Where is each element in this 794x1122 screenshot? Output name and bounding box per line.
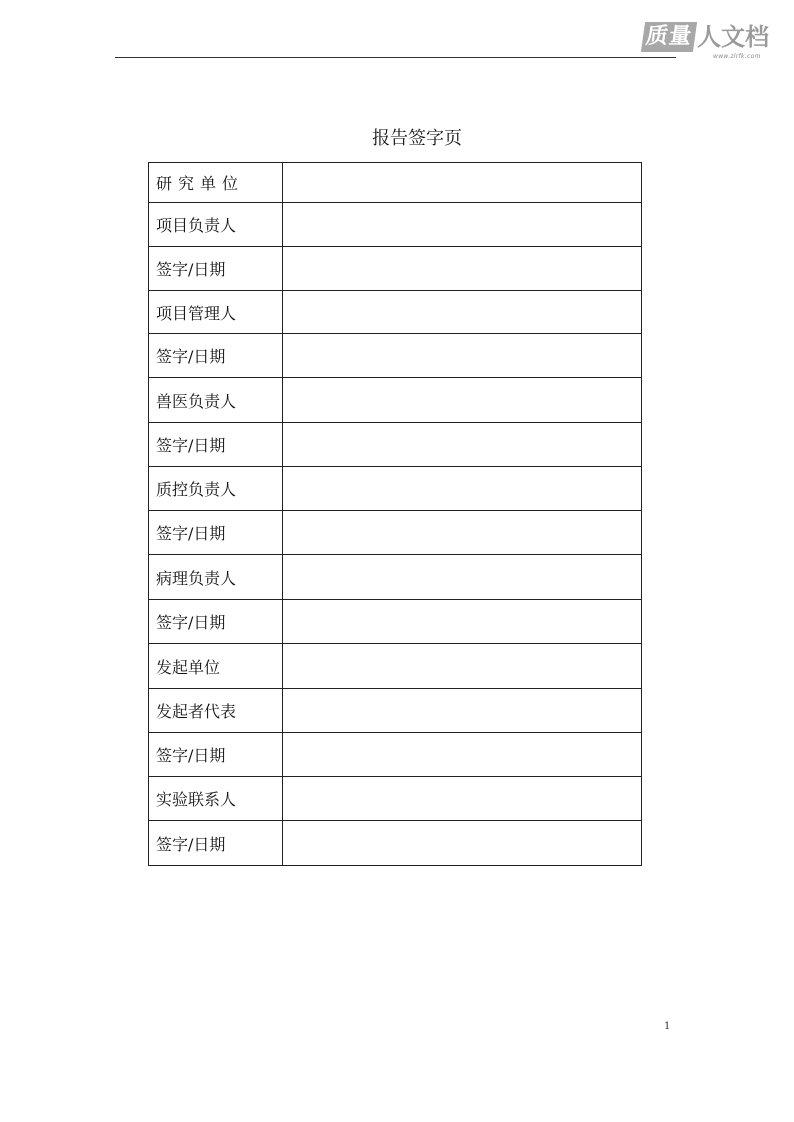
row-label: 实验联系人 — [149, 777, 283, 821]
row-value[interactable] — [283, 247, 642, 291]
row-label: 发起单位 — [149, 644, 283, 689]
row-label: 签字/日期 — [149, 423, 283, 467]
page-title: 报告签字页 — [372, 128, 462, 149]
row-value[interactable] — [283, 733, 642, 777]
row-label: 签字/日期 — [149, 247, 283, 291]
row-value[interactable] — [283, 291, 642, 334]
row-label: 兽医负责人 — [149, 378, 283, 423]
row-value[interactable] — [283, 689, 642, 733]
table-row — [149, 600, 642, 644]
row-label: 质控负责人 — [149, 467, 283, 511]
page-number: 1 — [664, 1021, 671, 1032]
row-label: 项目管理人 — [149, 291, 283, 334]
row-value[interactable] — [283, 644, 642, 689]
table-row — [149, 423, 642, 467]
table-row — [149, 467, 642, 511]
signature-table — [148, 162, 642, 866]
table-row — [149, 733, 642, 777]
table-row — [149, 689, 642, 733]
table-row — [149, 247, 642, 291]
row-label: 签字/日期 — [149, 334, 283, 378]
row-value[interactable] — [283, 555, 642, 600]
table-row — [149, 203, 642, 247]
table-row — [149, 511, 642, 555]
table-row — [149, 378, 642, 423]
row-value[interactable] — [283, 378, 642, 423]
row-value[interactable] — [283, 511, 642, 555]
row-label: 签字/日期 — [149, 733, 283, 777]
table-row — [149, 163, 642, 203]
row-label: 签字/日期 — [149, 600, 283, 644]
header-rule — [115, 57, 676, 58]
table-row — [149, 777, 642, 821]
table-row — [149, 644, 642, 689]
table-row — [149, 291, 642, 334]
brand-logo — [643, 20, 788, 64]
row-value[interactable] — [283, 203, 642, 247]
row-label: 项目负责人 — [149, 203, 283, 247]
row-label: 研究单位 — [149, 163, 283, 203]
row-value[interactable] — [283, 423, 642, 467]
row-value[interactable] — [283, 334, 642, 378]
row-label: 签字/日期 — [149, 511, 283, 555]
row-value[interactable] — [283, 467, 642, 511]
row-value[interactable] — [283, 777, 642, 821]
table-row — [149, 334, 642, 378]
logo-rest-text: 人文档 — [697, 23, 770, 51]
row-value[interactable] — [283, 163, 642, 203]
row-label: 发起者代表 — [149, 689, 283, 733]
row-value[interactable] — [283, 600, 642, 644]
table-row — [149, 555, 642, 600]
table-row — [149, 821, 642, 866]
logo-box-text: 质量 — [641, 22, 697, 52]
row-value[interactable] — [283, 821, 642, 866]
logo-url: www.zlrfk.com — [713, 53, 761, 60]
row-label: 签字/日期 — [149, 821, 283, 866]
row-label: 病理负责人 — [149, 555, 283, 600]
